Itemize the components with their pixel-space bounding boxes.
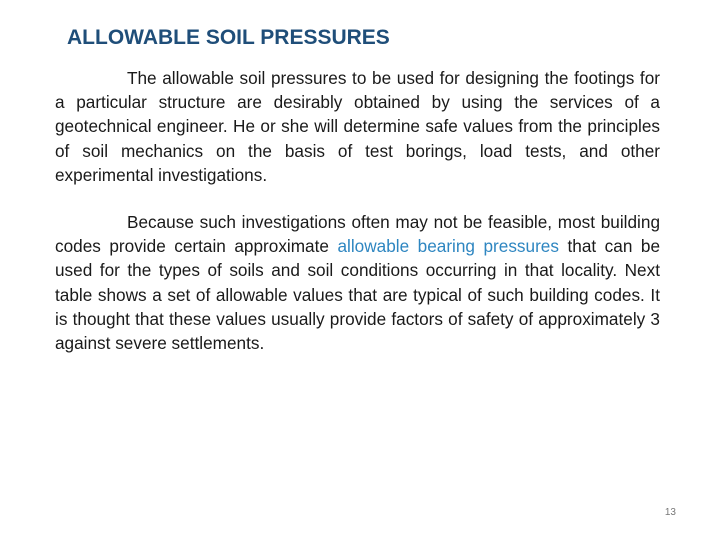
paragraph-building-codes [55,210,660,355]
paragraph-2-text-after: that can be used for the types of soils and soil conditions occurring in that locality. Next table shows a set of allowable values that are typical of such building codes. It is thought that these values usually provide factors of safety of approximately 3 against severe settlements. [55,236,661,354]
highlighted-term: allowable bearing pressures [337,236,559,257]
paragraph-2-text-before: Because such investigations often may not be feasible, most building codes provide certain approximate [55,212,660,257]
slide-title: ALLOWABLE SOIL PRESSURES [67,26,390,49]
paragraph-1-text: The allowable soil pressures to be used for designing the footings for a particular structure are desirably obtained by using the services of a geotechnical engineer. He or she will determine safe values from the principles of soil mechanics on the basis of test borings, load tests, and other experimental investigations. [55,68,660,185]
page-number: 13 [664,507,676,518]
paragraph-allowable-pressures [55,66,660,187]
